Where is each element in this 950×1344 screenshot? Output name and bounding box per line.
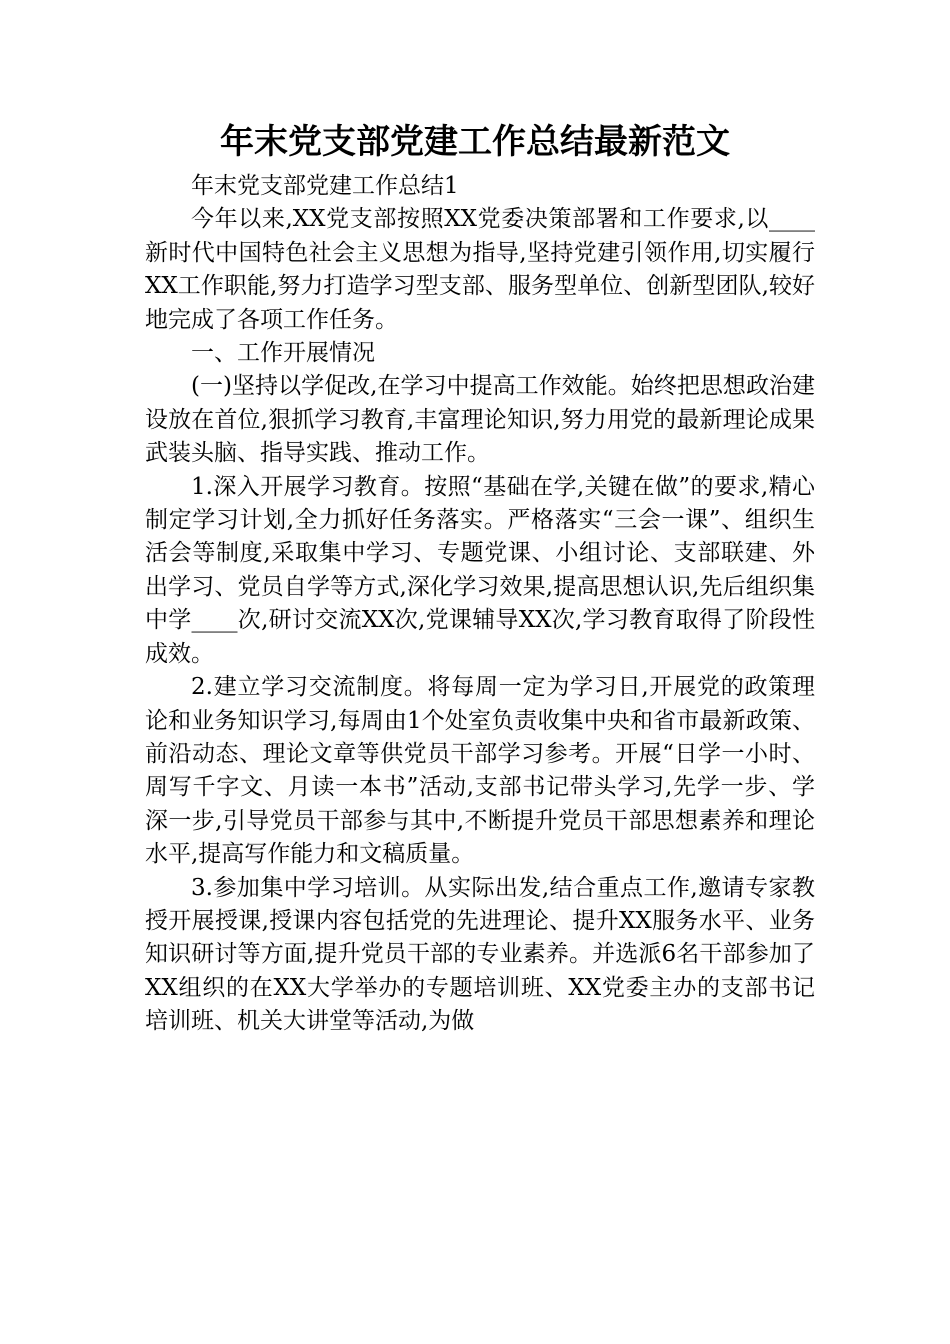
item-1-paragraph: 1.深入开展学习教育。按照“基础在学,关键在做”的要求,精心制定学习计划,全力抓好任务落实。严格落实“三会一课”、组织生活会等制度,采取集中学习、专题党课、小组讨论、支部联建、外出学习、党员自学等方式,深化学习效果,提高思想认识,先后组织集中学____次,研讨交流XX次,党课辅导XX次,学习教育取得了阶段性成效。 [145, 473, 815, 667]
document-body [145, 170, 815, 1039]
document-title: 年末党支部党建工作总结最新范文 [220, 122, 730, 162]
section-heading: 一、工作开展情况 [191, 340, 375, 367]
item-3-paragraph: 3.参加集中学习培训。从实际出发,结合重点工作,邀请专家教授开展授课,授课内容包括党的先进理论、提升XX服务水平、业务知识研讨等方面,提升党员干部的专业素养。并选派6名干部参加了XX组织的在XX大学举办的专题培训班、XX党委主办的支部书记培训班、机关大讲堂等活动,为做 [145, 874, 815, 1035]
subsection-heading-paragraph: (一)坚持以学促改,在学习中提高工作效能。始终把思想政治建设放在首位,狠抓学习教育,丰富理论知识,努力用党的最新理论成果武装头脑、指导实践、推动工作。 [145, 373, 815, 467]
item-2-paragraph: 2.建立学习交流制度。将每周一定为学习日,开展党的政策理论和业务知识学习,每周由1个处室负责收集中央和省市最新政策、前沿动态、理论文章等供党员干部学习参考。开展“日学一小时、周写千字文、月读一本书”活动,支部书记带头学习,先学一步、学深一步,引导党员干部参与其中,不断提升党员干部思想素养和理论水平,提高写作能力和文稿质量。 [145, 674, 815, 868]
intro-paragraph: 今年以来,XX党支部按照XX党委决策部署和工作要求,以____新时代中国特色社会主义思想为指导,坚持党建引领作用,切实履行XX工作职能,努力打造学习型支部、服务型单位、创新型团队,较好地完成了各项工作任务。 [145, 206, 815, 333]
subtitle-paragraph: 年末党支部党建工作总结1 [191, 173, 459, 199]
